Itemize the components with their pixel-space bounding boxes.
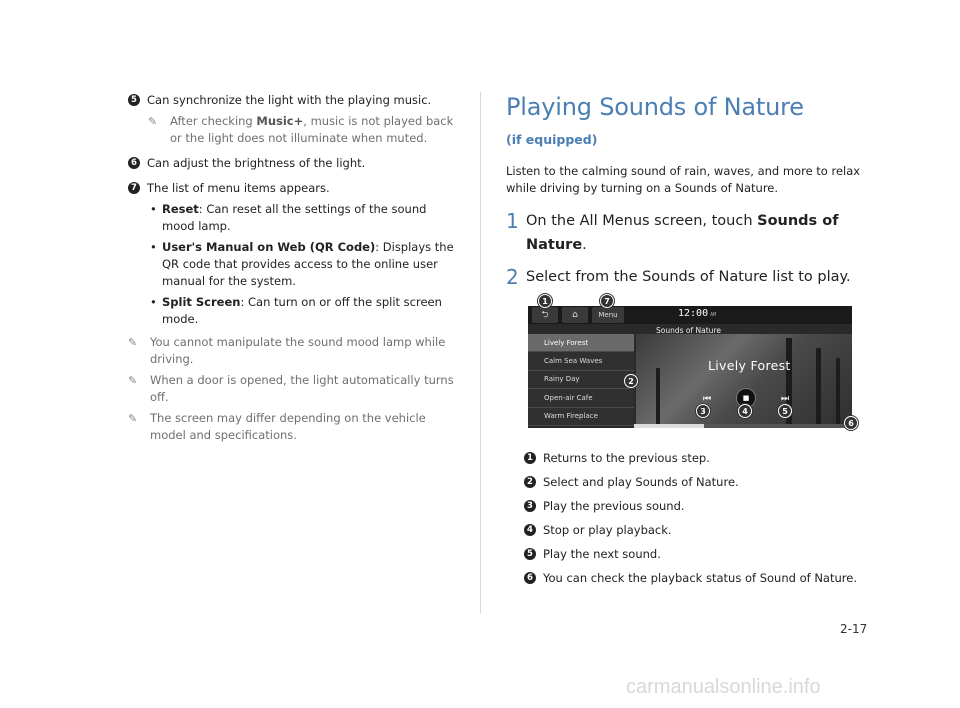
- step-text: Select from the Sounds of Nature list to play.: [526, 269, 851, 285]
- number-badge: 7: [128, 182, 140, 194]
- list-item[interactable]: Warm Fireplace: [528, 408, 634, 426]
- list-item-5: [128, 92, 460, 109]
- screen-illustration: [524, 292, 864, 438]
- home-icon: ⌂: [572, 310, 578, 320]
- item-text: Can synchronize the light with the playing music.: [147, 93, 432, 107]
- note-pencil-icon: ✎: [128, 412, 138, 425]
- step-number: 1: [506, 209, 519, 233]
- callout-badge: 6: [844, 416, 858, 430]
- sounds-list: [528, 334, 634, 428]
- callout-badge: 5: [778, 404, 792, 418]
- callout-badge: 1: [538, 294, 552, 308]
- step-number: 2: [506, 265, 519, 289]
- note-pencil-icon: ✎: [128, 374, 138, 387]
- back-button[interactable]: [532, 307, 558, 323]
- number-badge: 4: [524, 524, 536, 536]
- callout-badge: 7: [600, 294, 614, 308]
- number-badge: 5: [524, 548, 536, 560]
- home-button[interactable]: [562, 307, 588, 323]
- column-divider: [480, 92, 481, 614]
- menu-button[interactable]: Menu: [592, 307, 624, 323]
- bullet-item: • Split Screen: Can turn on or off the split screen mode.: [150, 295, 442, 326]
- callout-badge: 3: [696, 404, 710, 418]
- note: [128, 410, 460, 444]
- list-item[interactable]: Calm Sea Waves: [528, 352, 634, 370]
- number-badge: 3: [524, 500, 536, 512]
- note-text: You cannot manipulate the sound mood lamp while driving.: [150, 335, 446, 366]
- note: [128, 372, 460, 406]
- list-item-6: [128, 155, 460, 172]
- progress-fill: [634, 424, 704, 428]
- list-item[interactable]: Rainy Day: [528, 371, 634, 389]
- sub-note: [148, 113, 460, 147]
- callout-badge: 4: [738, 404, 752, 418]
- list-item[interactable]: Open-air Cafe: [528, 389, 634, 407]
- note-pencil-icon: ✎: [128, 336, 138, 349]
- item-text: The list of menu items appears.: [147, 181, 330, 195]
- number-badge: 1: [524, 452, 536, 464]
- step-1: [506, 209, 866, 257]
- section-subtitle: (if equipped): [506, 132, 598, 147]
- stop-icon: ■: [742, 394, 750, 402]
- note-text: The screen may differ depending on the vehicle model and specifications.: [150, 411, 426, 442]
- step-2: [506, 265, 866, 289]
- legend-item: 6 You can check the playback status of Sound of Nature.: [524, 570, 864, 587]
- intro-text: Listen to the calming sound of rain, waves, and more to relax while driving by turning on a Sounds of Nature.: [506, 164, 861, 195]
- number-badge: 6: [128, 157, 140, 169]
- list-item-7: [128, 180, 460, 197]
- item-text: Can adjust the brightness of the light.: [147, 156, 366, 170]
- bullet-item: • User's Manual on Web (QR Code): Displays the QR code that provides access to the online user manual for the system.: [150, 240, 454, 288]
- note-pencil-icon: ✎: [148, 115, 158, 128]
- legend-item: 2 Select and play Sounds of Nature.: [524, 474, 864, 491]
- number-badge: 2: [524, 476, 536, 488]
- number-badge: 6: [524, 572, 536, 584]
- number-badge: 5: [128, 94, 140, 106]
- watermark: carmanualsonline.info: [626, 676, 821, 698]
- legend-item: 3 Play the previous sound.: [524, 498, 864, 515]
- progress-bar: [634, 424, 852, 428]
- note-text: When a door is opened, the light automatically turns off.: [150, 373, 454, 404]
- section-title: Playing Sounds of Nature: [506, 93, 804, 121]
- callout-legend: [524, 450, 864, 594]
- right-column: [506, 92, 866, 289]
- menu-items-list: [148, 201, 460, 328]
- back-arrow-icon: ⮌: [541, 310, 549, 320]
- callout-badge: 2: [624, 374, 638, 388]
- legend-item: 1 Returns to the previous step.: [524, 450, 864, 467]
- legend-item: 5 Play the next sound.: [524, 546, 864, 563]
- step-text: On the All Menus screen, touch Sounds of Nature.: [526, 213, 839, 253]
- infotainment-screen: [528, 306, 852, 428]
- clock: 12:00 AM: [678, 308, 717, 319]
- note-text: After checking Music+, music is not played back or the light does not illuminate when muted.: [170, 114, 454, 145]
- skip-previous-icon: ⏮: [702, 394, 712, 404]
- legend-item: 4 Stop or play playback.: [524, 522, 864, 539]
- bullet-item: • Reset: Can reset all the settings of the sound mood lamp.: [150, 202, 427, 233]
- skip-next-icon: ⏭: [780, 394, 790, 404]
- list-item[interactable]: Lively Forest: [528, 334, 634, 352]
- now-playing-title: Lively Forest: [708, 358, 791, 373]
- left-column: [128, 92, 460, 448]
- note: [128, 334, 460, 368]
- page-number: 2-17: [840, 622, 868, 636]
- screen-header: Sounds of Nature: [656, 326, 721, 335]
